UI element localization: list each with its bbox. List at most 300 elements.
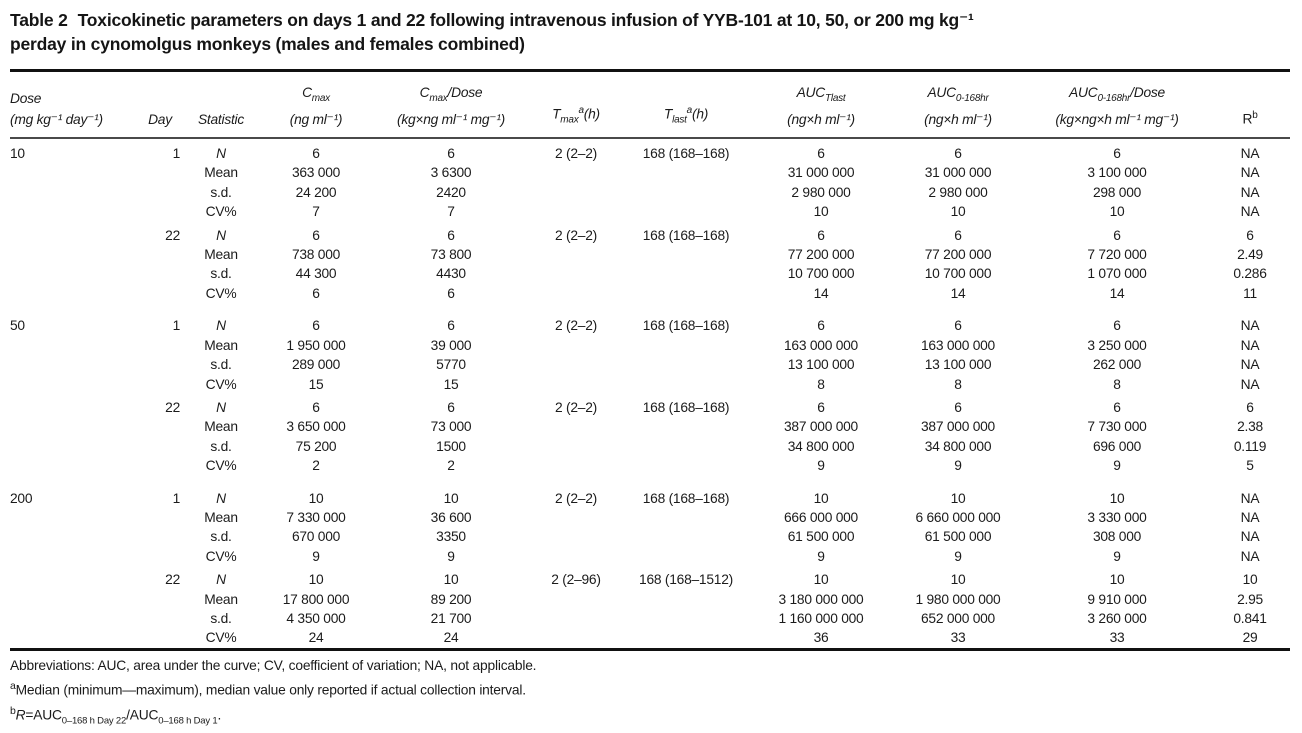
dose-cell (10, 437, 138, 456)
auc-0168-cell: 31 000 000 (924, 165, 992, 181)
tmax-cell (530, 355, 622, 374)
auc-dose-cell: 8 (1113, 376, 1121, 392)
cmax-dose-cell: 7 (447, 204, 455, 220)
cmax-cell: 4 350 000 (286, 610, 346, 626)
dose-cell (10, 609, 138, 628)
tmax-cell: 2 (2–2) (555, 227, 597, 243)
r-cell: 10 (1242, 572, 1258, 588)
cmax-dose-cell: 10 (443, 490, 459, 506)
col-header-cmax: $C_{max}$ (ng ml⁻¹) (260, 71, 372, 138)
auc-tlast-cell: 6 (817, 146, 825, 162)
auc-dose-cell: 6 (1113, 227, 1121, 243)
statistic-cell: Mean (204, 591, 238, 607)
day-cell (138, 284, 182, 303)
tlast-cell: 168 (168–168) (642, 146, 730, 162)
auc-tlast-cell: 10 (813, 572, 829, 588)
cmax-dose-cell: 6 (447, 285, 455, 301)
tlast-cell (622, 355, 750, 374)
auc-tlast-cell: 1 160 000 000 (778, 610, 864, 626)
auc-0168-cell: 61 500 000 (924, 529, 992, 545)
table-title-line1 (10, 8, 1290, 32)
auc-tlast-cell: 31 000 000 (787, 165, 855, 181)
auc-dose-cell: 7 720 000 (1087, 247, 1147, 263)
cmax-cell: 289 000 (291, 357, 341, 373)
statistic-cell: N (216, 490, 226, 506)
dose-cell (10, 394, 138, 417)
auc-dose-cell: 33 (1109, 630, 1125, 646)
cmax-cell: 9 (312, 548, 320, 564)
cmax-dose-cell: 6 (447, 227, 455, 243)
statistic-cell: CV% (205, 285, 237, 301)
auc-dose-cell: 9 (1113, 548, 1121, 564)
auc-0168-cell: 6 (954, 399, 962, 415)
statistic-cell: N (216, 227, 226, 243)
table-row (10, 245, 1290, 264)
table-row (10, 609, 1290, 628)
col-header-dose: Dose (mg kg⁻¹ day⁻¹) (10, 71, 138, 138)
auc-dose-cell: 6 (1113, 318, 1121, 334)
tmax-cell (530, 609, 622, 628)
tlast-cell (622, 547, 750, 566)
cmax-cell: 7 330 000 (286, 509, 346, 525)
statistic-cell: N (216, 572, 226, 588)
r-cell: 0.286 (1233, 266, 1267, 282)
dose-cell (10, 375, 138, 394)
r-cell: NA (1240, 376, 1260, 392)
table-row (10, 284, 1290, 303)
table-row (10, 590, 1290, 609)
dose-cell (10, 566, 138, 589)
r-cell: NA (1240, 184, 1260, 200)
statistic-cell: CV% (205, 548, 237, 564)
col-header-auc-0168: $AUC_{0-168hr}$ (ng×h ml⁻¹) (892, 71, 1024, 138)
auc-0168-cell: 77 200 000 (924, 247, 992, 263)
dose-cell (10, 508, 138, 527)
statistic-cell: Mean (204, 337, 238, 353)
statistic-cell: Mean (204, 165, 238, 181)
cmax-cell: 44 300 (295, 266, 337, 282)
statistic-cell: CV% (205, 458, 237, 474)
col-header-day: Day (138, 71, 182, 138)
auc-tlast-cell: 387 000 000 (784, 419, 858, 435)
auc-tlast-cell: 666 000 000 (784, 509, 858, 525)
dose-cell (10, 183, 138, 202)
table-row (10, 264, 1290, 283)
day-cell (138, 183, 182, 202)
tlast-cell (622, 163, 750, 182)
r-cell: 11 (1243, 285, 1257, 301)
table-title-line2: perday in cynomolgus monkeys (males and females combined) (10, 34, 525, 55)
table-header (10, 71, 1290, 138)
cmax-cell: 3 650 000 (286, 419, 346, 435)
auc-tlast-cell: 61 500 000 (787, 529, 855, 545)
dose-cell: 50 (10, 318, 25, 334)
dose-cell (10, 202, 138, 221)
tlast-cell (622, 417, 750, 436)
table-row (10, 437, 1290, 456)
tmax-cell: 2 (2–96) (551, 572, 601, 588)
table-row (10, 138, 1290, 163)
cmax-dose-cell: 21 700 (430, 610, 472, 626)
r-cell: 0.119 (1233, 438, 1267, 454)
col-header-tlast: $T_{last}^a(h)$ (622, 71, 750, 138)
cmax-dose-cell: 15 (443, 376, 459, 392)
tlast-cell (622, 527, 750, 546)
cmax-cell: 17 800 000 (282, 591, 350, 607)
dose-cell (10, 264, 138, 283)
day-cell: 22 (165, 399, 180, 415)
auc-dose-cell: 3 260 000 (1087, 610, 1147, 626)
header-row (10, 71, 1290, 138)
r-cell: NA (1240, 337, 1260, 353)
col-header-cmax-dose: $C_{max}$/Dose (kg×ng ml⁻¹ mg⁻¹) (372, 71, 530, 138)
toxicokinetic-table (10, 69, 1290, 651)
cmax-cell: 6 (312, 399, 320, 415)
tlast-cell (622, 456, 750, 475)
r-cell: NA (1240, 146, 1260, 162)
tmax-cell (530, 417, 622, 436)
auc-dose-cell: 6 (1113, 146, 1121, 162)
r-cell: NA (1240, 204, 1260, 220)
auc-dose-cell: 3 100 000 (1087, 165, 1147, 181)
cmax-dose-cell: 36 600 (430, 509, 472, 525)
auc-dose-cell: 9 (1113, 458, 1121, 474)
cmax-cell: 670 000 (291, 529, 341, 545)
day-cell (138, 456, 182, 475)
tlast-cell (622, 590, 750, 609)
auc-tlast-cell: 13 100 000 (787, 357, 855, 373)
col-header-r: $R^b$ (1210, 71, 1290, 138)
auc-tlast-cell: 6 (817, 227, 825, 243)
cmax-dose-cell: 6 (447, 318, 455, 334)
auc-dose-cell: 3 250 000 (1087, 337, 1147, 353)
footnote-b: $^bR=AUC_{0-168 h Day 22}/AUC_{0-168 h Day 1}$. (10, 705, 222, 727)
statistic-cell: Mean (204, 419, 238, 435)
day-cell (138, 547, 182, 566)
day-cell (138, 609, 182, 628)
day-cell (138, 163, 182, 182)
auc-tlast-cell: 163 000 000 (784, 337, 858, 353)
auc-0168-cell: 10 (950, 572, 966, 588)
table-row (10, 566, 1290, 589)
table-row (10, 456, 1290, 475)
auc-0168-cell: 6 (954, 146, 962, 162)
tlast-cell: 168 (168–168) (642, 227, 730, 243)
auc-0168-cell: 8 (954, 376, 962, 392)
tlast-cell (622, 336, 750, 355)
day-cell (138, 628, 182, 649)
tmax-cell (530, 183, 622, 202)
tlast-cell (622, 508, 750, 527)
col-header-auc-tlast: $AUC_{Tlast}$ (ng×h ml⁻¹) (750, 71, 892, 138)
tlast-cell (622, 375, 750, 394)
dose-cell: 10 (10, 146, 25, 162)
dose-cell: 200 (10, 490, 33, 506)
day-cell: 1 (172, 318, 180, 334)
cmax-dose-cell: 73 000 (430, 419, 472, 435)
auc-0168-cell: 33 (950, 630, 966, 646)
table-row (10, 375, 1290, 394)
auc-dose-cell: 6 (1113, 399, 1121, 415)
auc-dose-cell: 10 (1109, 572, 1125, 588)
cmax-dose-cell: 24 (443, 630, 459, 646)
day-cell (138, 527, 182, 546)
auc-dose-cell: 262 000 (1092, 357, 1142, 373)
auc-tlast-cell: 10 (813, 204, 829, 220)
tlast-cell (622, 437, 750, 456)
cmax-cell: 7 (312, 204, 320, 220)
auc-0168-cell: 10 700 000 (924, 266, 992, 282)
auc-tlast-cell: 8 (817, 376, 825, 392)
auc-0168-cell: 387 000 000 (921, 419, 995, 435)
auc-dose-cell: 298 000 (1092, 184, 1142, 200)
r-cell: NA (1240, 357, 1260, 373)
tmax-cell: 2 (2–2) (555, 399, 597, 415)
statistic-cell: CV% (205, 376, 237, 392)
statistic-cell: s.d. (210, 529, 232, 545)
tlast-cell (622, 264, 750, 283)
table-row (10, 394, 1290, 417)
tmax-cell: 2 (2–2) (555, 318, 597, 334)
cmax-dose-cell: 1500 (436, 438, 466, 454)
tmax-cell (530, 264, 622, 283)
cmax-cell: 10 (308, 572, 324, 588)
cmax-cell: 24 200 (295, 184, 337, 200)
cmax-dose-cell: 4430 (436, 266, 466, 282)
r-cell: NA (1240, 490, 1260, 506)
tlast-cell (622, 245, 750, 264)
statistic-cell: s.d. (210, 266, 232, 282)
dose-cell (10, 417, 138, 436)
day-cell (138, 336, 182, 355)
tmax-cell (530, 508, 622, 527)
auc-dose-cell: 308 000 (1092, 529, 1142, 545)
r-cell: 2.38 (1237, 419, 1263, 435)
dose-cell (10, 284, 138, 303)
auc-0168-cell: 13 100 000 (924, 357, 992, 373)
tmax-cell: 2 (2–2) (555, 146, 597, 162)
auc-tlast-cell: 6 (817, 399, 825, 415)
cmax-dose-cell: 73 800 (430, 247, 472, 263)
auc-tlast-cell: 2 980 000 (791, 184, 851, 200)
day-cell (138, 417, 182, 436)
day-cell: 1 (172, 490, 180, 506)
tlast-cell (622, 183, 750, 202)
dose-cell (10, 222, 138, 245)
table-row (10, 628, 1290, 649)
col-header-auc-dose: $AUC_{0-168hr}$/Dose (kg×ng×h ml⁻¹ mg⁻¹) (1024, 71, 1210, 138)
auc-tlast-cell: 3 180 000 000 (778, 591, 864, 607)
table-row (10, 476, 1290, 508)
dose-cell (10, 245, 138, 264)
r-cell: 2.49 (1237, 247, 1263, 263)
cmax-dose-cell: 3350 (436, 529, 466, 545)
cmax-dose-cell: 9 (447, 548, 455, 564)
footnotes (10, 656, 1290, 732)
table-row (10, 547, 1290, 566)
cmax-cell: 24 (308, 630, 324, 646)
dose-cell (10, 163, 138, 182)
tmax-cell (530, 284, 622, 303)
tmax-cell (530, 527, 622, 546)
tmax-cell (530, 336, 622, 355)
tmax-cell (530, 163, 622, 182)
cmax-cell: 6 (312, 318, 320, 334)
auc-0168-cell: 1 980 000 000 (915, 591, 1001, 607)
table-row (10, 355, 1290, 374)
r-cell: NA (1240, 548, 1260, 564)
auc-0168-cell: 6 (954, 227, 962, 243)
tlast-cell: 168 (168–1512) (639, 572, 733, 588)
tmax-cell: 2 (2–2) (555, 490, 597, 506)
day-cell: 1 (172, 146, 180, 162)
footnote-a: $^a$Median (minimum—maximum), median value only reported if actual collection interval. (10, 680, 526, 698)
auc-0168-cell: 163 000 000 (921, 337, 995, 353)
tmax-cell (530, 590, 622, 609)
dose-cell (10, 355, 138, 374)
cmax-dose-cell: 6 (447, 146, 455, 162)
day-cell (138, 245, 182, 264)
dose-cell (10, 590, 138, 609)
table-number-label: Table 2 (10, 10, 68, 30)
cmax-dose-cell: 6 (447, 399, 455, 415)
statistic-cell: s.d. (210, 184, 232, 200)
auc-tlast-cell: 36 (813, 630, 829, 646)
auc-0168-cell: 34 800 000 (924, 438, 992, 454)
tmax-cell (530, 628, 622, 649)
tmax-cell (530, 375, 622, 394)
cmax-dose-cell: 2420 (436, 184, 466, 200)
table-row (10, 303, 1290, 335)
cmax-dose-cell: 10 (443, 572, 459, 588)
auc-dose-cell: 696 000 (1092, 438, 1142, 454)
cmax-cell: 738 000 (291, 247, 341, 263)
tlast-cell (622, 609, 750, 628)
cmax-cell: 363 000 (291, 165, 341, 181)
day-cell (138, 202, 182, 221)
auc-dose-cell: 9 910 000 (1087, 591, 1147, 607)
cmax-cell: 75 200 (295, 438, 337, 454)
table-row (10, 417, 1290, 436)
statistic-cell: N (216, 146, 226, 162)
day-cell (138, 590, 182, 609)
cmax-cell: 1 950 000 (286, 337, 346, 353)
statistic-cell: N (216, 399, 226, 415)
table-row (10, 336, 1290, 355)
statistic-cell: Mean (204, 247, 238, 263)
cmax-cell: 2 (312, 458, 320, 474)
r-cell: NA (1240, 165, 1260, 181)
table-row (10, 202, 1290, 221)
auc-tlast-cell: 77 200 000 (787, 247, 855, 263)
auc-tlast-cell: 9 (817, 458, 825, 474)
auc-tlast-cell: 34 800 000 (787, 438, 855, 454)
auc-0168-cell: 10 (950, 204, 966, 220)
statistic-cell: Mean (204, 509, 238, 525)
auc-tlast-cell: 10 700 000 (787, 266, 855, 282)
auc-0168-cell: 6 660 000 000 (915, 509, 1001, 525)
statistic-cell: s.d. (210, 357, 232, 373)
auc-dose-cell: 3 330 000 (1087, 509, 1147, 525)
auc-tlast-cell: 9 (817, 548, 825, 564)
table-row (10, 163, 1290, 182)
auc-0168-cell: 14 (950, 285, 966, 301)
day-cell: 22 (165, 227, 180, 243)
auc-0168-cell: 6 (954, 318, 962, 334)
auc-dose-cell: 7 730 000 (1087, 419, 1147, 435)
statistic-cell: s.d. (210, 438, 232, 454)
tlast-cell (622, 628, 750, 649)
tlast-cell: 168 (168–168) (642, 399, 730, 415)
day-cell: 22 (165, 572, 180, 588)
auc-0168-cell: 2 980 000 (928, 184, 988, 200)
auc-tlast-cell: 6 (817, 318, 825, 334)
col-header-tmax: $T_{max}^a(h)$ (530, 71, 622, 138)
auc-tlast-cell: 10 (813, 490, 829, 506)
day-cell (138, 264, 182, 283)
table-row (10, 527, 1290, 546)
table-title (10, 8, 1290, 56)
cmax-cell: 15 (308, 376, 324, 392)
table-row (10, 183, 1290, 202)
r-cell: 2.95 (1237, 591, 1263, 607)
dose-cell (10, 456, 138, 475)
tlast-cell: 168 (168–168) (642, 490, 730, 506)
auc-0168-cell: 9 (954, 458, 962, 474)
tmax-cell (530, 202, 622, 221)
r-cell: NA (1240, 318, 1260, 334)
auc-dose-cell: 14 (1109, 285, 1125, 301)
table-body (10, 138, 1290, 649)
tmax-cell (530, 456, 622, 475)
statistic-cell: s.d. (210, 610, 232, 626)
dose-cell (10, 336, 138, 355)
auc-0168-cell: 652 000 000 (921, 610, 995, 626)
tmax-cell (530, 547, 622, 566)
cmax-cell: 10 (308, 490, 324, 506)
tmax-cell (530, 437, 622, 456)
statistic-cell: CV% (205, 204, 237, 220)
auc-dose-cell: 10 (1109, 204, 1125, 220)
tlast-cell (622, 284, 750, 303)
auc-dose-cell: 10 (1109, 490, 1125, 506)
dose-cell (10, 547, 138, 566)
table-title-text1: Toxicokinetic parameters on days 1 and 22 following intravenous infusion of YYB-101 at 10, 50, or 200 mg kg⁻¹ (77, 10, 974, 30)
r-cell: 5 (1246, 458, 1254, 474)
cmax-cell: 6 (312, 285, 320, 301)
r-cell: NA (1240, 529, 1260, 545)
cmax-dose-cell: 5770 (436, 357, 466, 373)
r-cell: 29 (1242, 630, 1258, 646)
table-row (10, 222, 1290, 245)
day-cell (138, 508, 182, 527)
day-cell (138, 375, 182, 394)
cmax-dose-cell: 39 000 (430, 337, 472, 353)
cmax-dose-cell: 89 200 (430, 591, 472, 607)
auc-0168-cell: 9 (954, 548, 962, 564)
auc-0168-cell: 10 (950, 490, 966, 506)
auc-dose-cell: 1 070 000 (1087, 266, 1147, 282)
cmax-cell: 6 (312, 227, 320, 243)
dose-cell (10, 527, 138, 546)
r-cell: 0.841 (1233, 610, 1267, 626)
r-cell: NA (1240, 509, 1260, 525)
r-cell: 6 (1246, 227, 1254, 243)
tlast-cell (622, 202, 750, 221)
statistic-cell: N (216, 318, 226, 334)
statistic-cell: CV% (205, 630, 237, 646)
r-cell: 6 (1246, 399, 1254, 415)
